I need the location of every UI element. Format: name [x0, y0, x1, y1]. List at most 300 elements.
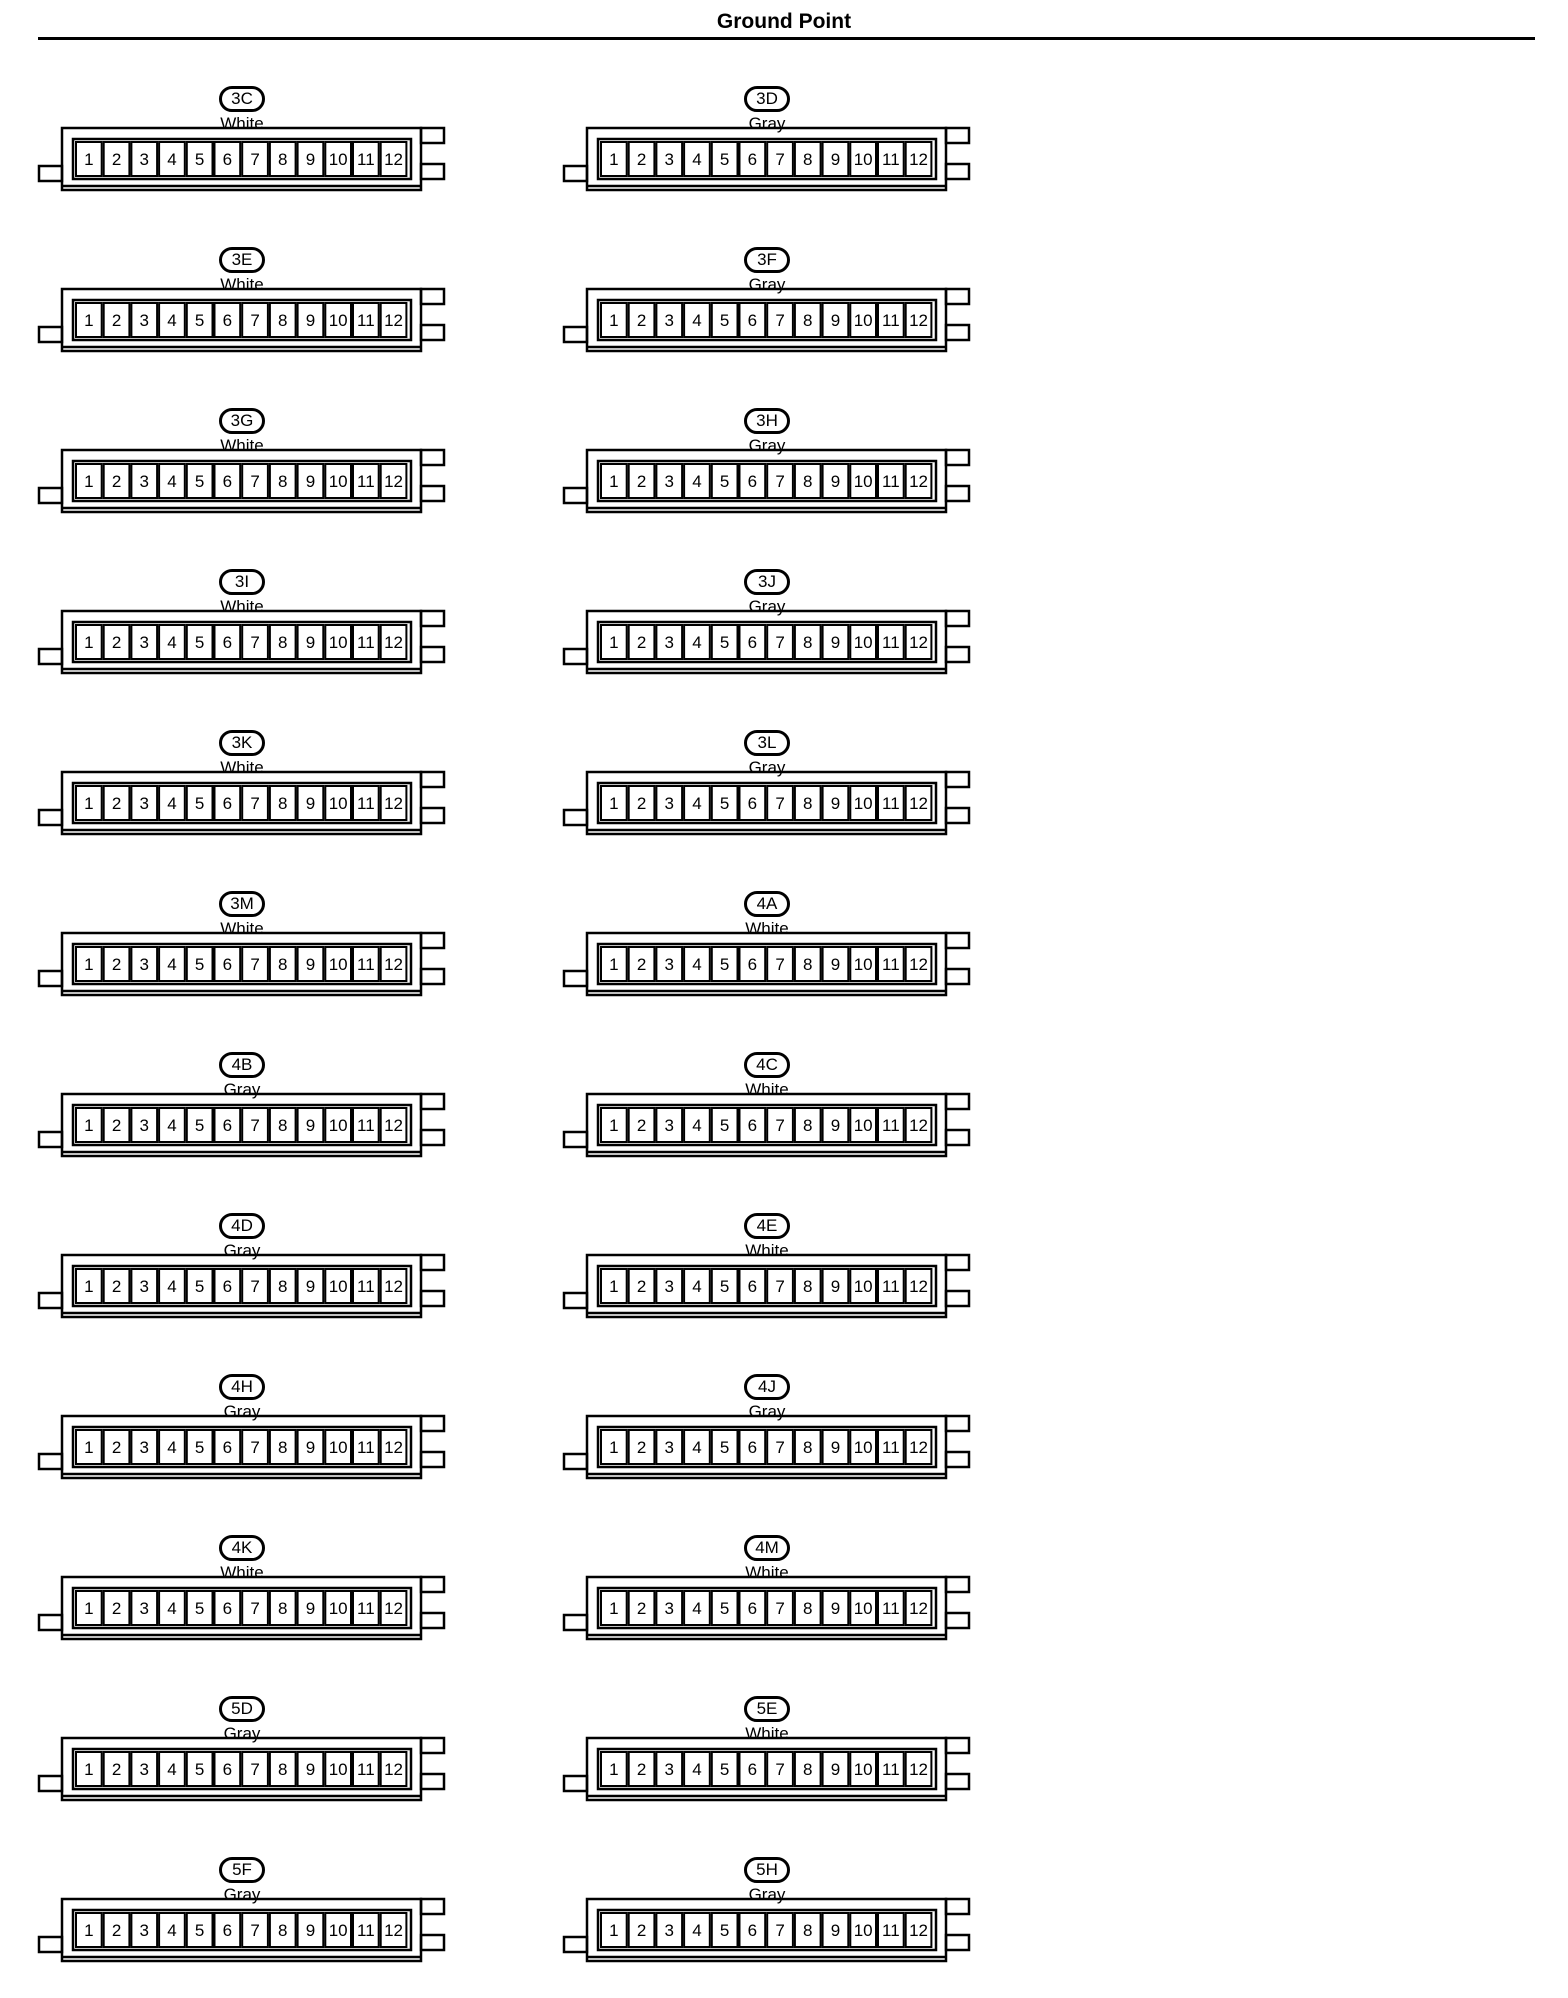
pin-number: 12	[384, 150, 404, 169]
pin-number: 4	[692, 1116, 702, 1135]
pin-number: 11	[882, 150, 900, 169]
pin-number: 6	[747, 311, 758, 330]
connector-5f	[38, 1857, 458, 1987]
pin-number: 12	[384, 1599, 404, 1618]
pin-number: 9	[830, 1760, 841, 1779]
pin-number: 6	[747, 1599, 758, 1618]
pin-number: 1	[84, 794, 94, 813]
connector-housing	[563, 289, 983, 361]
connector-3m	[38, 891, 458, 1021]
pin-number: 11	[882, 794, 900, 813]
pin-number: 8	[278, 1921, 288, 1940]
pin-number: 12	[909, 1277, 929, 1296]
pin-number: 5	[719, 1599, 730, 1618]
pin-number: 10	[328, 311, 348, 330]
pin-number: 11	[882, 311, 900, 330]
pin-number: 4	[692, 1438, 702, 1457]
pin-number: 9	[305, 150, 316, 169]
pin-number: 10	[853, 1921, 873, 1940]
pin-number: 9	[830, 472, 841, 491]
pin-number: 4	[692, 1277, 702, 1296]
connector-3l	[563, 730, 983, 860]
pin-number: 6	[222, 311, 233, 330]
pin-number: 6	[222, 794, 233, 813]
pin-number: 4	[167, 1438, 177, 1457]
connector-id-badge: 4A	[744, 891, 790, 917]
pin-number: 7	[250, 1116, 260, 1135]
pin-number: 7	[250, 1921, 260, 1940]
pin-number: 10	[853, 150, 873, 169]
pin-number: 1	[609, 150, 619, 169]
pin-number: 9	[305, 1760, 316, 1779]
pin-number: 12	[384, 472, 404, 491]
connector-housing	[563, 1577, 983, 1649]
pin-number: 11	[882, 1438, 900, 1457]
connector-color-label: White	[220, 436, 264, 455]
pin-number: 3	[139, 1921, 149, 1940]
connector-color-label: White	[220, 1563, 264, 1582]
pin-number: 3	[139, 1760, 149, 1779]
pin-number: 8	[278, 794, 288, 813]
connector-4m	[563, 1535, 983, 1665]
pin-number: 11	[882, 955, 900, 974]
connector-housing	[38, 1416, 458, 1488]
pin-number: 7	[775, 1599, 785, 1618]
pin-number: 5	[194, 1116, 205, 1135]
pin-number: 7	[775, 1277, 785, 1296]
connector-4j	[563, 1374, 983, 1504]
connector-color-label: White	[220, 114, 264, 133]
connector-housing	[38, 933, 458, 1005]
pin-number: 1	[84, 1921, 94, 1940]
pin-number: 1	[84, 1116, 94, 1135]
pin-number: 3	[139, 955, 149, 974]
pin-number: 10	[853, 472, 873, 491]
pin-number: 4	[692, 150, 702, 169]
pin-number: 10	[328, 1921, 348, 1940]
pin-number: 7	[775, 1921, 785, 1940]
pin-number: 1	[84, 633, 94, 652]
pin-number: 7	[250, 633, 260, 652]
pin-number: 1	[609, 794, 619, 813]
connector-id-badge: 3M	[219, 891, 265, 917]
pin-number: 1	[609, 1116, 619, 1135]
pin-number: 12	[909, 1921, 929, 1940]
pin-number: 11	[882, 1760, 900, 1779]
connector-id-badge: 4H	[219, 1374, 265, 1400]
pin-number: 9	[830, 1438, 841, 1457]
pin-number: 8	[803, 150, 813, 169]
connector-color-label: White	[220, 758, 264, 777]
connector-color-label: White	[745, 919, 789, 938]
pin-number: 9	[305, 1921, 316, 1940]
connector-id-badge: 3L	[744, 730, 790, 756]
pin-number: 8	[803, 794, 813, 813]
pin-number: 4	[167, 472, 177, 491]
pin-number: 5	[194, 1438, 205, 1457]
pin-number: 2	[636, 955, 647, 974]
pin-number: 12	[909, 311, 929, 330]
connector-id-badge: 3J	[744, 569, 790, 595]
pin-number: 5	[719, 472, 730, 491]
connector-color-label: Gray	[748, 1402, 786, 1421]
connector-id-badge: 3D	[744, 86, 790, 112]
pin-number: 10	[328, 1599, 348, 1618]
pin-number: 8	[278, 1277, 288, 1296]
pin-number: 3	[139, 633, 149, 652]
connector-id-badge: 5H	[744, 1857, 790, 1883]
pin-number: 11	[357, 150, 375, 169]
connector-color-label: Gray	[748, 436, 786, 455]
connector-color-label: Gray	[223, 1402, 261, 1421]
connector-3e	[38, 247, 458, 377]
connector-housing	[563, 772, 983, 844]
connector-color-label: Gray	[223, 1724, 261, 1743]
connector-color-label: White	[745, 1724, 789, 1743]
pin-number: 6	[222, 472, 233, 491]
pin-number: 4	[692, 1599, 702, 1618]
pin-number: 2	[636, 1599, 647, 1618]
pin-number: 9	[305, 794, 316, 813]
pin-number: 3	[664, 311, 674, 330]
pin-number: 1	[84, 150, 94, 169]
pin-number: 6	[747, 955, 758, 974]
connector-3k	[38, 730, 458, 860]
pin-number: 6	[222, 1921, 233, 1940]
pin-number: 5	[194, 1760, 205, 1779]
pin-number: 6	[747, 1277, 758, 1296]
pin-number: 2	[111, 1921, 122, 1940]
pin-number: 1	[84, 472, 94, 491]
pin-number: 7	[775, 1760, 785, 1779]
connector-housing	[38, 289, 458, 361]
pin-number: 5	[194, 150, 205, 169]
connector-housing	[38, 772, 458, 844]
pin-number: 11	[357, 1116, 375, 1135]
pin-number: 2	[111, 1116, 122, 1135]
pin-number: 7	[250, 311, 260, 330]
connector-housing	[38, 1577, 458, 1649]
connector-id-badge: 4D	[219, 1213, 265, 1239]
pin-number: 4	[167, 1116, 177, 1135]
pin-number: 5	[719, 1921, 730, 1940]
connector-housing	[38, 611, 458, 683]
connector-id-badge: 3E	[219, 247, 265, 273]
pin-number: 2	[636, 150, 647, 169]
pin-number: 4	[167, 1760, 177, 1779]
pin-number: 4	[692, 1760, 702, 1779]
connector-color-label: White	[745, 1563, 789, 1582]
pin-number: 11	[357, 1599, 375, 1618]
connector-4k	[38, 1535, 458, 1665]
pin-number: 8	[803, 1438, 813, 1457]
pin-number: 10	[853, 1438, 873, 1457]
pin-number: 1	[609, 1921, 619, 1940]
connector-housing	[563, 1094, 983, 1166]
connector-housing	[563, 450, 983, 522]
pin-number: 10	[328, 1277, 348, 1296]
pin-number: 5	[194, 955, 205, 974]
pin-number: 9	[830, 955, 841, 974]
pin-number: 8	[803, 1921, 813, 1940]
pin-number: 4	[692, 633, 702, 652]
pin-number: 12	[909, 472, 929, 491]
pin-number: 3	[664, 1277, 674, 1296]
pin-number: 3	[664, 1760, 674, 1779]
pin-number: 2	[111, 150, 122, 169]
pin-number: 2	[111, 1760, 122, 1779]
pin-number: 11	[357, 1438, 375, 1457]
page-title: Ground Point	[716, 10, 852, 33]
pin-number: 8	[278, 472, 288, 491]
connector-4c	[563, 1052, 983, 1182]
pin-number: 5	[194, 1277, 205, 1296]
pin-number: 10	[853, 633, 873, 652]
pin-number: 10	[853, 794, 873, 813]
connector-4e	[563, 1213, 983, 1343]
pin-number: 2	[111, 472, 122, 491]
pin-number: 2	[111, 1277, 122, 1296]
connector-id-badge: 3G	[219, 408, 265, 434]
pin-number: 7	[775, 150, 785, 169]
connector-id-badge: 5E	[744, 1696, 790, 1722]
pin-number: 10	[328, 1438, 348, 1457]
pin-number: 10	[853, 1116, 873, 1135]
pin-number: 6	[747, 1921, 758, 1940]
pin-number: 12	[384, 794, 404, 813]
pin-number: 11	[357, 1277, 375, 1296]
pin-number: 1	[609, 472, 619, 491]
pin-number: 2	[111, 633, 122, 652]
connector-5h	[563, 1857, 983, 1987]
pin-number: 9	[830, 1599, 841, 1618]
pin-number: 4	[167, 955, 177, 974]
pin-number: 4	[692, 955, 702, 974]
pin-number: 9	[830, 1277, 841, 1296]
pin-number: 3	[139, 1277, 149, 1296]
pin-number: 3	[664, 150, 674, 169]
connector-color-label: White	[220, 597, 264, 616]
pin-number: 11	[357, 633, 375, 652]
pin-number: 12	[384, 1277, 404, 1296]
pin-number: 12	[384, 1760, 404, 1779]
pin-number: 7	[250, 150, 260, 169]
pin-number: 9	[305, 1116, 316, 1135]
pin-number: 11	[357, 472, 375, 491]
pin-number: 4	[692, 1921, 702, 1940]
pin-number: 1	[84, 1438, 94, 1457]
pin-number: 7	[775, 472, 785, 491]
pin-number: 1	[84, 1599, 94, 1618]
pin-number: 6	[222, 1438, 233, 1457]
connector-housing	[38, 1899, 458, 1971]
pin-number: 1	[84, 1277, 94, 1296]
pin-number: 7	[775, 1116, 785, 1135]
connector-color-label: White	[745, 1080, 789, 1099]
pin-number: 8	[803, 955, 813, 974]
connector-3j	[563, 569, 983, 699]
pin-number: 7	[775, 794, 785, 813]
connector-housing	[563, 611, 983, 683]
pin-number: 3	[139, 1599, 149, 1618]
pin-number: 12	[384, 633, 404, 652]
pin-number: 11	[882, 1599, 900, 1618]
pin-number: 6	[222, 1760, 233, 1779]
pin-number: 5	[719, 1116, 730, 1135]
connector-color-label: White	[220, 275, 264, 294]
connector-id-badge: 4B	[219, 1052, 265, 1078]
pin-number: 9	[305, 1438, 316, 1457]
connector-housing	[38, 1738, 458, 1810]
pin-number: 5	[719, 955, 730, 974]
pin-number: 11	[882, 1116, 900, 1135]
pin-number: 1	[609, 1599, 619, 1618]
connector-id-badge: 4J	[744, 1374, 790, 1400]
pin-number: 7	[250, 955, 260, 974]
pin-number: 12	[384, 1116, 404, 1135]
pin-number: 6	[222, 1116, 233, 1135]
pin-number: 8	[803, 1760, 813, 1779]
pin-number: 5	[194, 794, 205, 813]
pin-number: 8	[803, 1277, 813, 1296]
pin-number: 9	[305, 955, 316, 974]
connector-5e	[563, 1696, 983, 1826]
pin-number: 10	[853, 1277, 873, 1296]
pin-number: 12	[384, 1438, 404, 1457]
pin-number: 1	[84, 1760, 94, 1779]
pin-number: 7	[250, 1438, 260, 1457]
connector-color-label: White	[220, 919, 264, 938]
pin-number: 2	[636, 633, 647, 652]
pin-number: 11	[882, 1277, 900, 1296]
pin-number: 5	[719, 1760, 730, 1779]
pin-number: 9	[305, 633, 316, 652]
connector-id-badge: 3F	[744, 247, 790, 273]
pin-number: 8	[278, 1116, 288, 1135]
pin-number: 3	[139, 311, 149, 330]
pin-number: 4	[167, 311, 177, 330]
pin-number: 10	[853, 955, 873, 974]
pin-number: 3	[664, 1116, 674, 1135]
connector-4a	[563, 891, 983, 1021]
pin-number: 9	[830, 1921, 841, 1940]
pin-number: 10	[328, 150, 348, 169]
connector-id-badge: 3H	[744, 408, 790, 434]
pin-number: 8	[803, 1116, 813, 1135]
pin-number: 6	[747, 150, 758, 169]
pin-number: 7	[775, 1438, 785, 1457]
pin-number: 2	[636, 311, 647, 330]
pin-number: 4	[692, 311, 702, 330]
connector-3g	[38, 408, 458, 538]
pin-number: 8	[278, 1438, 288, 1457]
pin-number: 9	[830, 150, 841, 169]
pin-number: 12	[384, 1921, 404, 1940]
pin-number: 2	[111, 1599, 122, 1618]
connector-4b	[38, 1052, 458, 1182]
pin-number: 9	[830, 1116, 841, 1135]
pin-number: 10	[853, 311, 873, 330]
pin-number: 9	[305, 1599, 316, 1618]
pin-number: 4	[692, 472, 702, 491]
connector-color-label: Gray	[748, 275, 786, 294]
pin-number: 1	[609, 955, 619, 974]
pin-number: 6	[747, 633, 758, 652]
connector-id-badge: 4E	[744, 1213, 790, 1239]
pin-number: 1	[609, 633, 619, 652]
pin-number: 3	[664, 1599, 674, 1618]
connector-id-badge: 4M	[744, 1535, 790, 1561]
pin-number: 3	[664, 1438, 674, 1457]
pin-number: 6	[222, 150, 233, 169]
pin-number: 2	[636, 1438, 647, 1457]
pin-number: 10	[328, 794, 348, 813]
pin-number: 4	[167, 633, 177, 652]
pin-number: 5	[719, 311, 730, 330]
pin-number: 7	[250, 1599, 260, 1618]
pin-number: 10	[328, 1116, 348, 1135]
pin-number: 3	[139, 1438, 149, 1457]
pin-number: 8	[278, 633, 288, 652]
connector-id-badge: 5F	[219, 1857, 265, 1883]
pin-number: 12	[384, 311, 404, 330]
connector-color-label: Gray	[223, 1241, 261, 1260]
pin-number: 11	[357, 311, 375, 330]
pin-number: 2	[636, 1277, 647, 1296]
pin-number: 8	[278, 1599, 288, 1618]
pin-number: 10	[853, 1760, 873, 1779]
pin-number: 6	[747, 1438, 758, 1457]
connector-housing	[38, 1255, 458, 1327]
pin-number: 5	[719, 150, 730, 169]
pin-number: 8	[803, 472, 813, 491]
connector-housing	[563, 1416, 983, 1488]
pin-number: 6	[222, 1277, 233, 1296]
pin-number: 3	[664, 794, 674, 813]
pin-number: 7	[250, 1760, 260, 1779]
connector-color-label: Gray	[223, 1080, 261, 1099]
connector-3f	[563, 247, 983, 377]
pin-number: 1	[84, 311, 94, 330]
connector-housing	[563, 1255, 983, 1327]
pin-number: 6	[222, 955, 233, 974]
pin-number: 9	[305, 472, 316, 491]
pin-number: 9	[830, 311, 841, 330]
pin-number: 4	[167, 150, 177, 169]
pin-number: 2	[636, 794, 647, 813]
pin-number: 12	[909, 1599, 929, 1618]
pin-number: 3	[139, 150, 149, 169]
pin-number: 5	[719, 794, 730, 813]
pin-number: 12	[909, 150, 929, 169]
pin-number: 3	[664, 1921, 674, 1940]
pin-number: 5	[194, 311, 205, 330]
pin-number: 9	[305, 1277, 316, 1296]
connector-color-label: Gray	[748, 1885, 786, 1904]
connector-id-badge: 3I	[219, 569, 265, 595]
pin-number: 6	[747, 472, 758, 491]
pin-number: 7	[775, 633, 785, 652]
pin-number: 6	[222, 1599, 233, 1618]
pin-number: 3	[664, 472, 674, 491]
connector-housing	[563, 933, 983, 1005]
pin-number: 11	[357, 794, 375, 813]
connector-housing	[38, 128, 458, 200]
pin-number: 12	[909, 633, 929, 652]
pin-number: 1	[609, 1438, 619, 1457]
connector-3d	[563, 86, 983, 216]
pin-number: 7	[250, 1277, 260, 1296]
